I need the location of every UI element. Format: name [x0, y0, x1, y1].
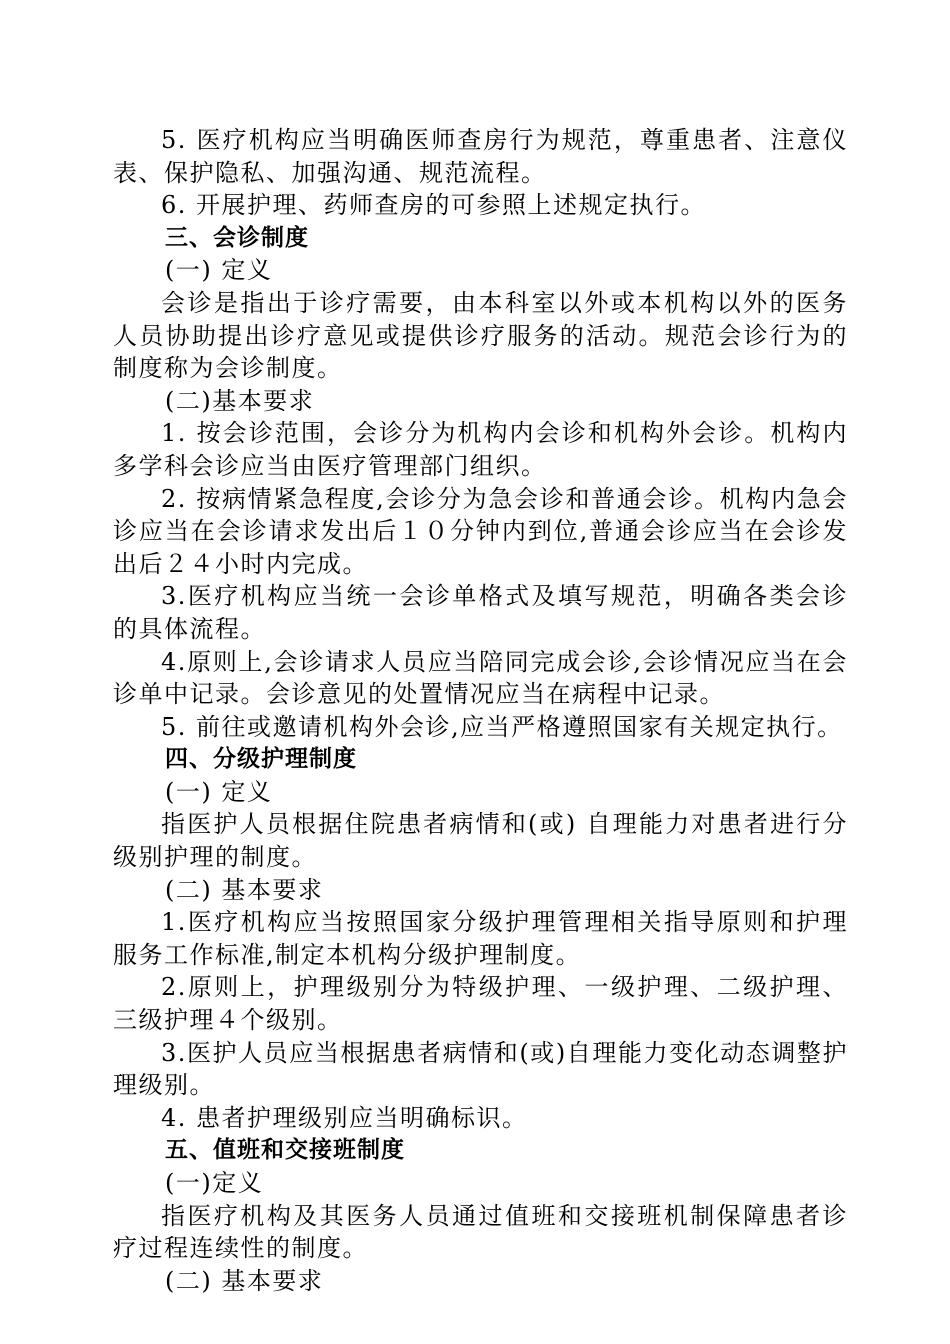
- paragraph: 5. 医疗机构应当明确医师查房行为规范，尊重患者、注意仪表、保护隐私、加强沟通、规范流程。: [113, 126, 848, 187]
- document-body: [113, 124, 848, 1297]
- paragraph: 1. 按会诊范围，会诊分为机构内会诊和机构外会诊。机构内多学科会诊应当由医疗管理部门组织。: [113, 419, 848, 480]
- paragraph: 5. 前往或邀请机构外会诊,应当严格遵照国家有关规定执行。: [161, 712, 843, 741]
- section-heading: 三、会诊制度: [165, 224, 309, 251]
- paragraph: 2. 按病情紧急程度,会诊分为急会诊和普通会诊。机构内急会诊应当在会诊请求发出后１０分钟内到位,普通会诊应当在会诊发出后２４小时内完成。: [113, 484, 848, 578]
- subsection-heading: (一) 定义: [165, 777, 273, 806]
- paragraph: 6. 开展护理、药师查房的可参照上述规定执行。: [161, 191, 707, 220]
- subsection-heading: (二)基本要求: [165, 386, 315, 415]
- subsection-heading: (一) 定义: [165, 256, 273, 285]
- subsection-heading: (一)定义: [165, 1169, 264, 1197]
- section-heading: 五、值班和交接班制度: [165, 1137, 405, 1164]
- paragraph: 4. 患者护理级别应当明确标识。: [161, 1103, 528, 1132]
- paragraph: 指医疗机构及其医务人员通过值班和交接班机制保障患者诊疗过程连续性的制度。: [113, 1201, 848, 1263]
- paragraph: 3.医疗机构应当统一会诊单格式及填写规范，明确各类会诊的具体流程。: [113, 582, 848, 643]
- paragraph: 2.原则上，护理级别分为特级护理、一级护理、二级护理、三级护理４个级别。: [113, 973, 848, 1035]
- subsection-heading: (二) 基本要求: [165, 1266, 324, 1295]
- paragraph: 指医护人员根据住院患者病情和(或) 自理能力对患者进行分级别护理的制度。: [113, 810, 848, 872]
- section-heading: 四、分级护理制度: [165, 746, 357, 773]
- subsection-heading: (二) 基本要求: [165, 875, 324, 904]
- paragraph: 3.医护人员应当根据患者病情和(或)自理能力变化动态调整护理级别。: [113, 1038, 848, 1100]
- paragraph: 4.原则上,会诊请求人员应当陪同完成会诊,会诊情况应当在会诊单中记录。会诊意见的处置情况应当在病程中记录。: [113, 647, 848, 709]
- paragraph: 会诊是指出于诊疗需要，由本科室以外或本机构以外的医务人员协助提出诊疗意见或提供诊疗服务的活动。规范会诊行为的制度称为会诊制度。: [113, 288, 848, 383]
- paragraph: 1.医疗机构应当按照国家分级护理管理相关指导原则和护理服务工作标准,制定本机构分级护理制度。: [113, 908, 848, 969]
